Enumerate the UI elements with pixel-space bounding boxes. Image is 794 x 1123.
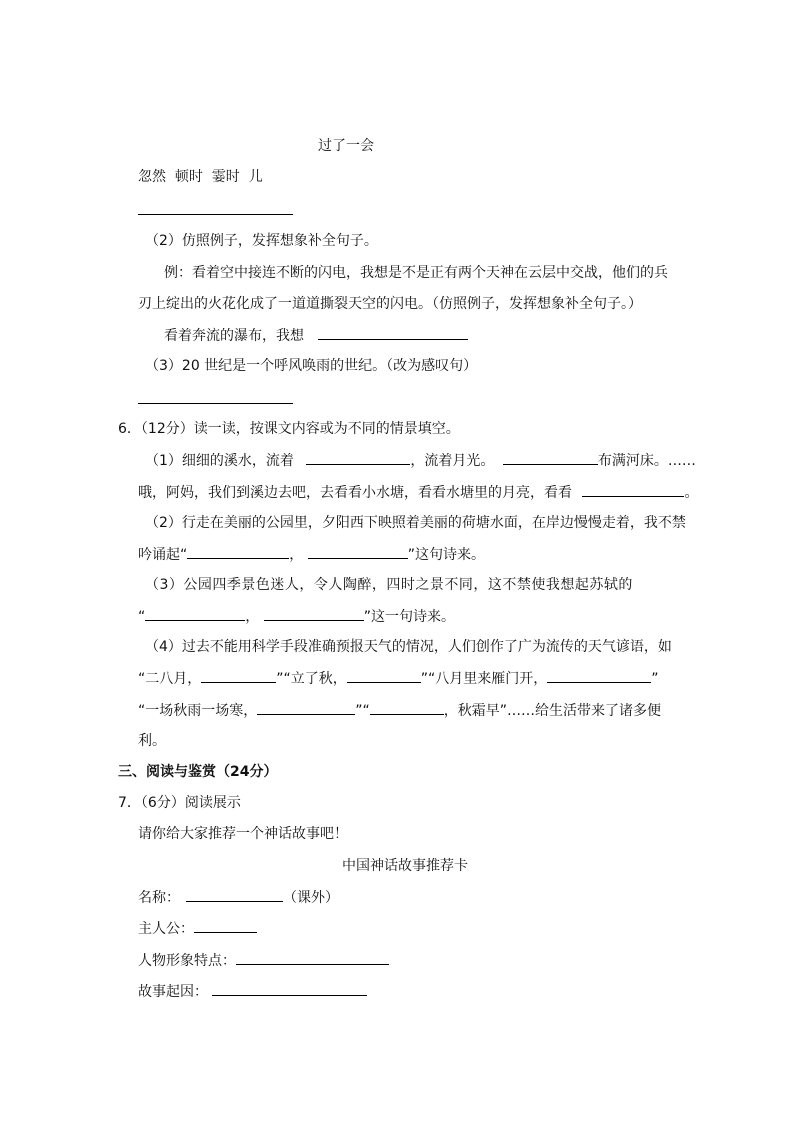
- answer-blank-6-3b[interactable]: [264, 606, 364, 621]
- question-6-1-line1: [145, 450, 696, 471]
- q6-1-text-e: 。: [684, 485, 699, 501]
- q6-4-text-c: ”“立了秋，: [276, 671, 347, 687]
- q6-4-text-g: ”“: [355, 703, 370, 719]
- q6-4-text-d: ”“八月里来雁门开，: [420, 671, 548, 687]
- answer-blank-5-2[interactable]: [318, 325, 468, 340]
- q6-3-text-d: ”这一句诗来。: [363, 609, 455, 625]
- q6-4-text-e: ”: [651, 671, 659, 687]
- answer-blank-6-4b[interactable]: [347, 668, 421, 683]
- q6-3-text-b: “: [138, 609, 146, 625]
- card-trait-row: [138, 950, 389, 971]
- question-6-3-line2: [138, 606, 455, 627]
- card-name-row: [138, 887, 339, 908]
- question-6-1-line2: [138, 482, 698, 503]
- answer-blank-6-4e[interactable]: [370, 700, 444, 715]
- q6-1-text-d: 哦，阿妈，我们到溪边去吧，去看看小水塘，看看水塘里的月亮，看看: [138, 485, 572, 501]
- q6-3-text-c: ，: [245, 609, 260, 625]
- question-5-3-stem: （3）20 世纪是一个呼风唤雨的世纪。（改为感叹句）: [145, 358, 478, 374]
- word-options: 忽然 顿时 霎时 儿: [138, 169, 263, 185]
- cause-label: 故事起因：: [138, 984, 208, 1000]
- question-6-4-line4: 利。: [138, 733, 166, 749]
- answer-blank-6-4a[interactable]: [201, 668, 276, 683]
- card-title: 中国神话故事推荐卡: [342, 858, 468, 874]
- card-cause-row: [138, 981, 367, 1002]
- question-6-4-line1: （4）过去不能用科学手段准确预报天气的情况，人们创作了广为流传的天气谚语，如: [145, 639, 672, 655]
- question-5-2-example-line1: 例：看着空中接连不断的闪电，我想是不是正有两个天神在云层中交战，他们的兵: [164, 265, 668, 281]
- section-3-heading: 三、阅读与鉴赏（24分）: [118, 764, 278, 780]
- question-5-2-prompt: [164, 325, 468, 346]
- q6-2-text-d: ”这句诗来。: [407, 547, 485, 563]
- question-6-4-line3: [138, 700, 661, 721]
- question-6-stem: 6．（12分）读一读，按课文内容或为不同的情景填空。: [118, 421, 460, 437]
- question-7-intro: 请你给大家推荐一个神话故事吧！: [138, 826, 348, 842]
- hero-label: 主人公：: [138, 921, 194, 937]
- name-label: 名称：: [138, 890, 180, 906]
- answer-line-5-3[interactable]: [138, 403, 293, 404]
- section-title: 过了一会: [318, 138, 374, 154]
- q6-1-text-b: ，流着月光。: [410, 453, 495, 469]
- question-6-3-line1: （3）公园四季景色迷人，令人陶醉，四时之景不同，这不禁使我想起苏轼的: [145, 577, 633, 593]
- trait-label: 人物形象特点：: [138, 953, 236, 969]
- question-6-2-line2: [138, 544, 485, 565]
- hero-blank[interactable]: [194, 918, 257, 933]
- answer-blank-6-2b[interactable]: [308, 544, 408, 559]
- question-5-2-example-line2: 刃上绽出的火花化成了一道道撕裂天空的闪电。（仿照例子，发挥想象补全句子。）: [138, 296, 642, 312]
- answer-blank-6-4d[interactable]: [257, 700, 355, 715]
- q6-4-text-f: “一场秋雨一场寒，: [138, 703, 258, 719]
- q6-1-text-a: （1）细细的溪水，流着: [145, 453, 294, 469]
- q6-1-text-c: 布满河床。……: [597, 453, 696, 469]
- question-7-stem: 7．（6分）阅读展示: [118, 795, 241, 811]
- q6-2-text-c: ，: [289, 547, 304, 563]
- question-5-2-stem: （2）仿照例子，发挥想象补全句子。: [145, 233, 378, 249]
- card-hero-row: [138, 918, 257, 939]
- cause-blank[interactable]: [212, 981, 367, 996]
- question-6-4-line2: [138, 668, 659, 689]
- answer-blank-6-1b[interactable]: [503, 450, 598, 465]
- answer-blank-6-2a[interactable]: [187, 544, 289, 559]
- prompt-text: 看着奔流的瀑布，我想: [164, 328, 304, 344]
- answer-blank-6-1a[interactable]: [306, 450, 410, 465]
- name-blank[interactable]: [186, 887, 283, 902]
- answer-line-5-1[interactable]: [138, 214, 293, 215]
- question-6-2-line1: （2）行走在美丽的公园里，夕阳西下映照着美丽的荷塘水面，在岸边慢慢走着，我不禁: [145, 515, 686, 531]
- answer-blank-6-3a[interactable]: [145, 606, 245, 621]
- q6-4-text-h: ，秋霜早”……给生活带来了诸多便: [443, 703, 662, 719]
- answer-blank-6-1c[interactable]: [582, 482, 684, 497]
- answer-blank-6-4c[interactable]: [547, 668, 651, 683]
- trait-blank[interactable]: [236, 950, 389, 965]
- name-note: （课外）: [283, 890, 339, 906]
- q6-2-text-b: 吟诵起“: [138, 547, 188, 563]
- q6-4-text-b: “二八月，: [138, 671, 202, 687]
